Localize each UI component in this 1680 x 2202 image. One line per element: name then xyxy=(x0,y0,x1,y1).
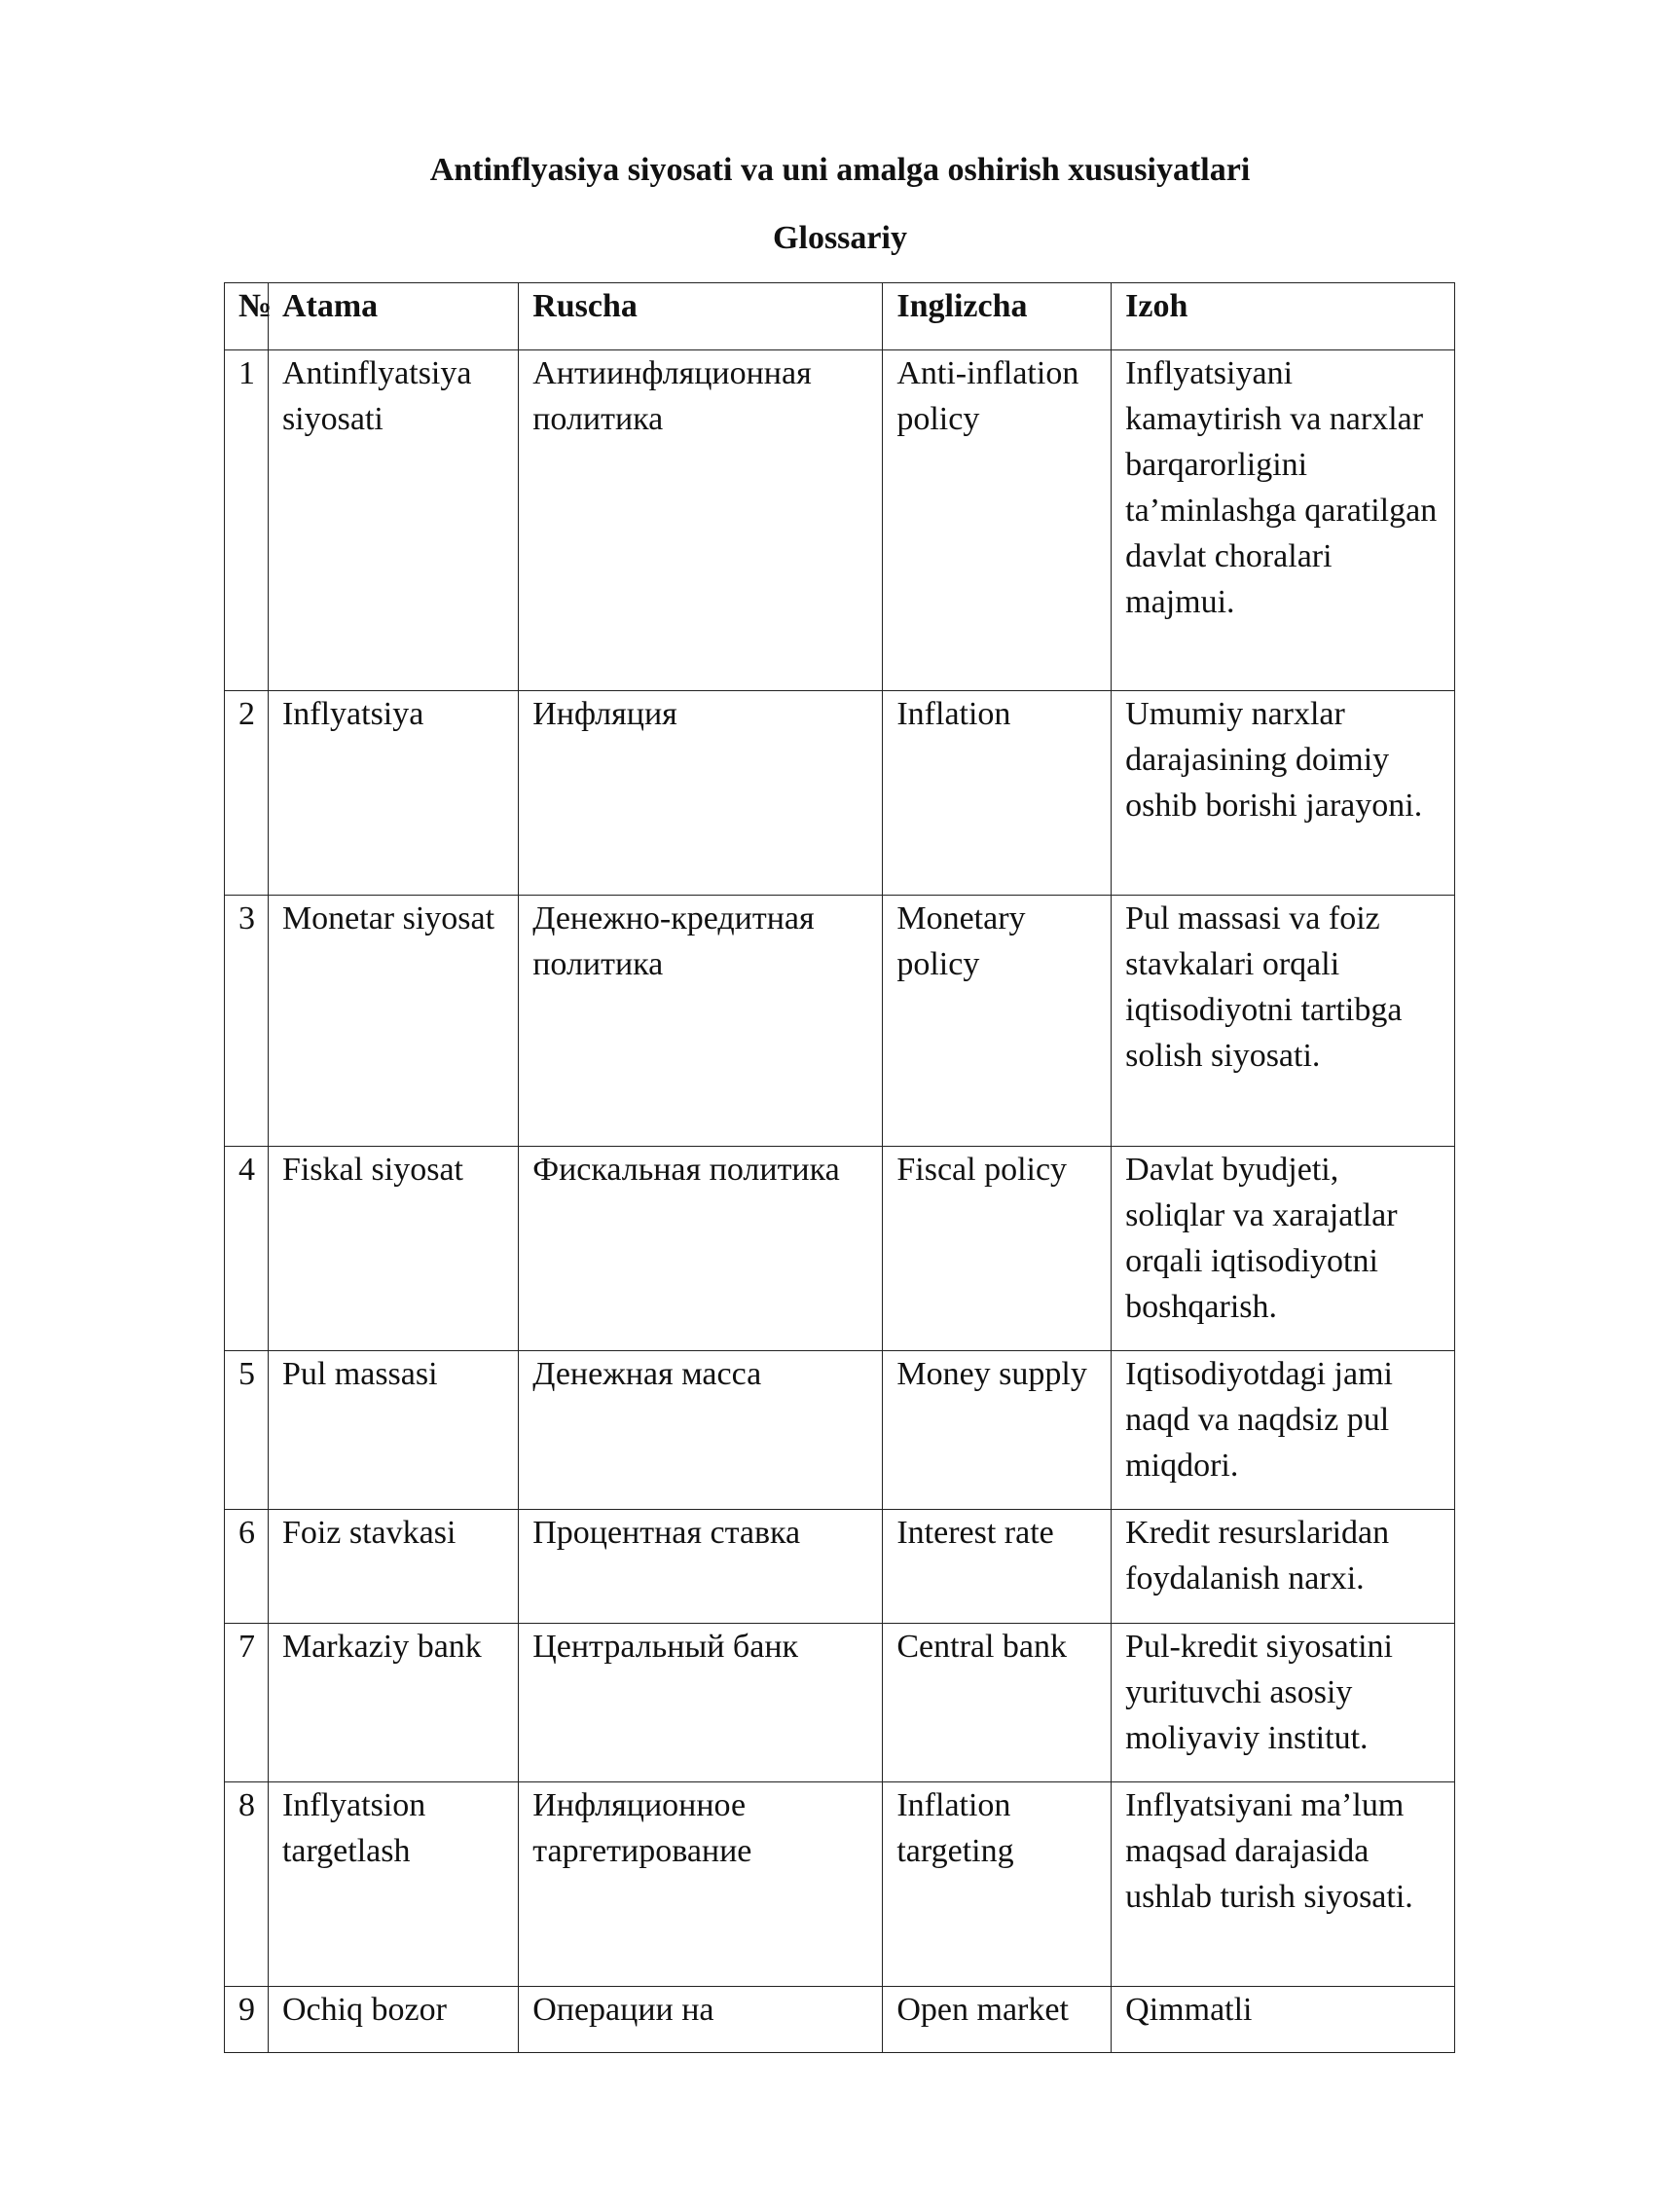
russian-cell: Операции на xyxy=(519,1987,883,2053)
header-term: Atama xyxy=(268,283,518,350)
table-row xyxy=(225,1510,1455,1624)
table-row xyxy=(225,1351,1455,1510)
russian-cell: Инфляция xyxy=(519,691,883,896)
header-explanation: Izoh xyxy=(1112,283,1455,350)
row-number: 6 xyxy=(225,1510,269,1624)
header-russian: Ruscha xyxy=(519,283,883,350)
table-row xyxy=(225,350,1455,691)
russian-cell: Денежно-кредитная политика xyxy=(519,896,883,1147)
row-number: 9 xyxy=(225,1987,269,2053)
table-row xyxy=(225,896,1455,1147)
russian-cell: Фискальная политика xyxy=(519,1147,883,1351)
russian-cell: Инфляционное таргетирование xyxy=(519,1782,883,1987)
glossary-table xyxy=(224,282,1455,2053)
header-number: № xyxy=(225,283,269,350)
explanation-cell: Pul massasi va foiz stavkalari orqali iqtisodiyotni tartibga solish siyosati. xyxy=(1112,896,1455,1147)
russian-cell: Процентная ставка xyxy=(519,1510,883,1624)
term-cell: Ochiq bozor xyxy=(268,1987,518,2053)
row-number: 1 xyxy=(225,350,269,691)
english-cell: Money supply xyxy=(883,1351,1112,1510)
english-cell: Anti-inflation policy xyxy=(883,350,1112,691)
explanation-cell: Qimmatli xyxy=(1112,1987,1455,2053)
table-row xyxy=(225,1147,1455,1351)
russian-cell: Антиинфляционная политика xyxy=(519,350,883,691)
row-number: 3 xyxy=(225,896,269,1147)
row-number: 7 xyxy=(225,1624,269,1782)
table-row xyxy=(225,1987,1455,2053)
english-cell: Open market xyxy=(883,1987,1112,2053)
row-number: 8 xyxy=(225,1782,269,1987)
english-cell: Monetary policy xyxy=(883,896,1112,1147)
term-cell: Markaziy bank xyxy=(268,1624,518,1782)
term-cell: Foiz stavkasi xyxy=(268,1510,518,1624)
row-number: 4 xyxy=(225,1147,269,1351)
term-cell: Pul massasi xyxy=(268,1351,518,1510)
explanation-cell: Davlat byudjeti, soliqlar va xarajatlar orqali iqtisodiyotni boshqarish. xyxy=(1112,1147,1455,1351)
explanation-cell: Inflyatsiyani ma’lum maqsad darajasida ushlab turish siyosati. xyxy=(1112,1782,1455,1987)
explanation-cell: Pul-kredit siyosatini yurituvchi asosiy moliyaviy institut. xyxy=(1112,1624,1455,1782)
explanation-cell: Inflyatsiyani kamaytirish va narxlar barqarorligini ta’minlashga qaratilgan davlat choralari majmui. xyxy=(1112,350,1455,691)
explanation-cell: Kredit resurslaridan foydalanish narxi. xyxy=(1112,1510,1455,1624)
english-cell: Central bank xyxy=(883,1624,1112,1782)
english-cell: Interest rate xyxy=(883,1510,1112,1624)
row-number: 2 xyxy=(225,691,269,896)
english-cell: Inflation targeting xyxy=(883,1782,1112,1987)
document-subtitle: Glossariy xyxy=(773,220,907,256)
table-row xyxy=(225,1624,1455,1782)
english-cell: Inflation xyxy=(883,691,1112,896)
russian-cell: Денежная масса xyxy=(519,1351,883,1510)
term-cell: Inflyatsion targetlash xyxy=(268,1782,518,1987)
row-number: 5 xyxy=(225,1351,269,1510)
table-row xyxy=(225,1782,1455,1987)
header-english: Inglizcha xyxy=(883,283,1112,350)
table-header-row xyxy=(225,283,1455,350)
explanation-cell: Umumiy narxlar darajasining doimiy oshib borishi jarayoni. xyxy=(1112,691,1455,896)
term-cell: Fiskal siyosat xyxy=(268,1147,518,1351)
explanation-cell: Iqtisodiyotdagi jami naqd va naqdsiz pul miqdori. xyxy=(1112,1351,1455,1510)
term-cell: Monetar siyosat xyxy=(268,896,518,1147)
term-cell: Inflyatsiya xyxy=(268,691,518,896)
english-cell: Fiscal policy xyxy=(883,1147,1112,1351)
document-title: Antinflyasiya siyosati va uni amalga oshirish xususiyatlari xyxy=(429,152,1251,188)
russian-cell: Центральный банк xyxy=(519,1624,883,1782)
term-cell: Antinflyatsiya siyosati xyxy=(268,350,518,691)
table-row xyxy=(225,691,1455,896)
